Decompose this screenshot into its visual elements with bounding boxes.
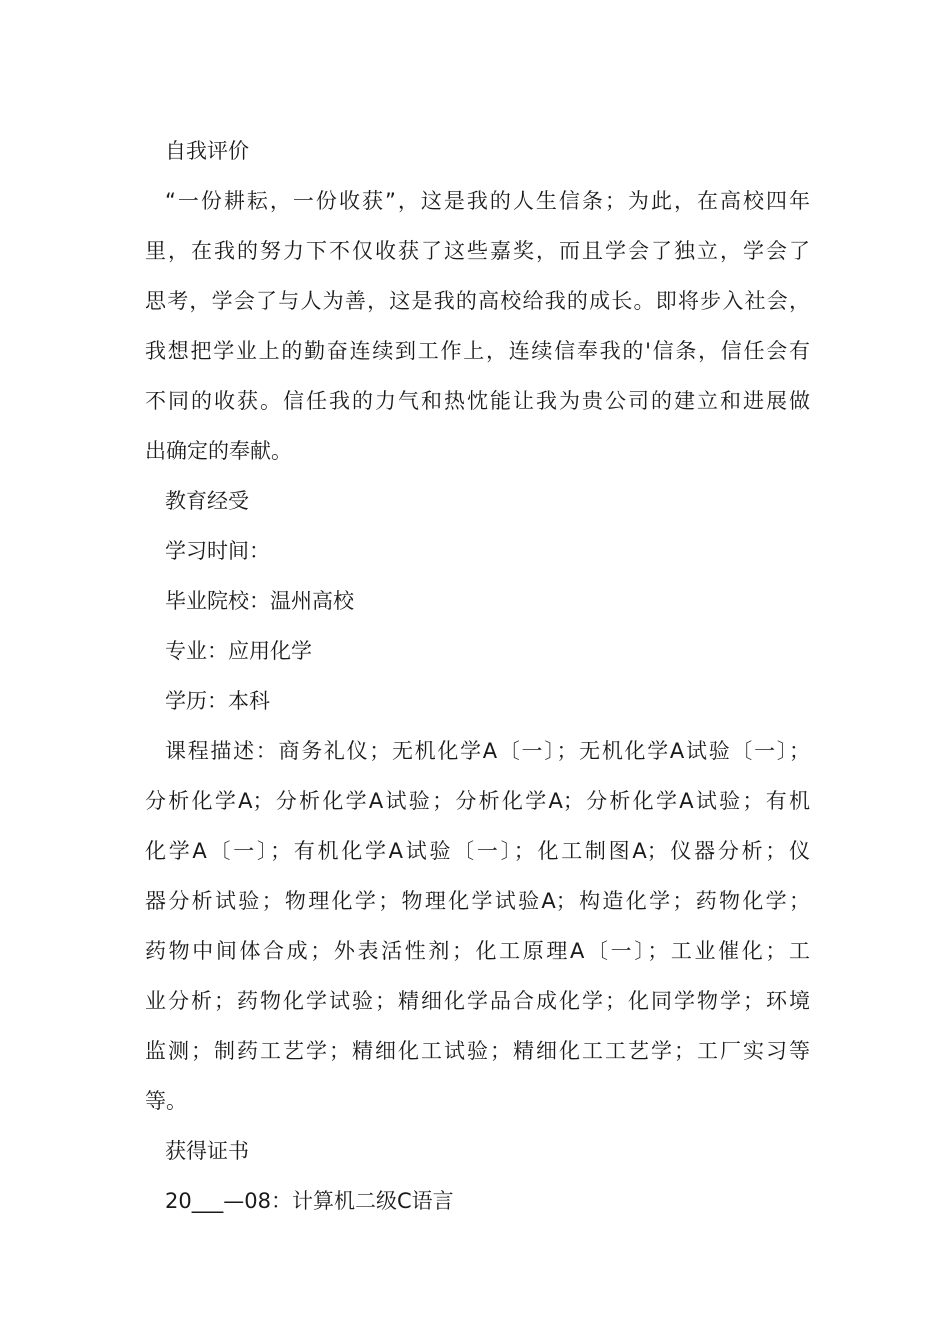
course-description-line: 业分析；药物化学试验；精细化学品合成化学；化同学物学；环境 — [145, 989, 810, 1013]
section-heading-self-evaluation: 自我评价 — [165, 139, 249, 163]
paragraph-line: 不同的收获。信任我的力气和热忱能让我为贵公司的建立和进展做 — [145, 389, 810, 413]
paragraph-line: 出确定的奉献。 — [145, 439, 292, 463]
course-description-line: 药物中间体合成；外表活性剂；化工原理A〔一〕；工业催化；工 — [145, 939, 810, 963]
degree: 学历：本科 — [165, 689, 270, 713]
study-time: 学习时间： — [165, 539, 270, 563]
course-description-line: 器分析试验；物理化学；物理化学试验A；构造化学；药物化学； — [145, 889, 810, 913]
course-description-line: 化学A〔一〕；有机化学A试验〔一〕；化工制图A；仪器分析；仪 — [145, 839, 810, 863]
course-description-line: 监测；制药工艺学；精细化工试验；精细化工工艺学；工厂实习等 — [145, 1039, 810, 1063]
section-heading-certificates: 获得证书 — [165, 1139, 249, 1163]
certificate-item: 20___—08：计算机二级C语言 — [165, 1189, 454, 1213]
paragraph-line: 我想把学业上的勤奋连续到工作上，连续信奉我的'信条，信任会有 — [145, 339, 810, 363]
section-heading-education: 教育经受 — [165, 489, 249, 513]
course-description-line: 等。 — [145, 1089, 187, 1113]
paragraph-line: 思考，学会了与人为善，这是我的高校给我的成长。即将步入社会， — [145, 289, 810, 313]
paragraph-line: “一份耕耘，一份收获”，这是我的人生信条；为此，在高校四年 — [165, 189, 810, 213]
major: 专业：应用化学 — [165, 639, 312, 663]
paragraph-line: 里，在我的努力下不仅收获了这些嘉奖，而且学会了独立，学会了 — [145, 239, 810, 263]
course-description-line: 分析化学A；分析化学A试验；分析化学A；分析化学A试验；有机 — [145, 789, 810, 813]
graduate-school: 毕业院校：温州高校 — [165, 589, 354, 613]
resume-content — [145, 126, 810, 1226]
course-description-line: 课程描述：商务礼仪；无机化学A〔一〕；无机化学A试验〔一〕； — [165, 739, 810, 763]
